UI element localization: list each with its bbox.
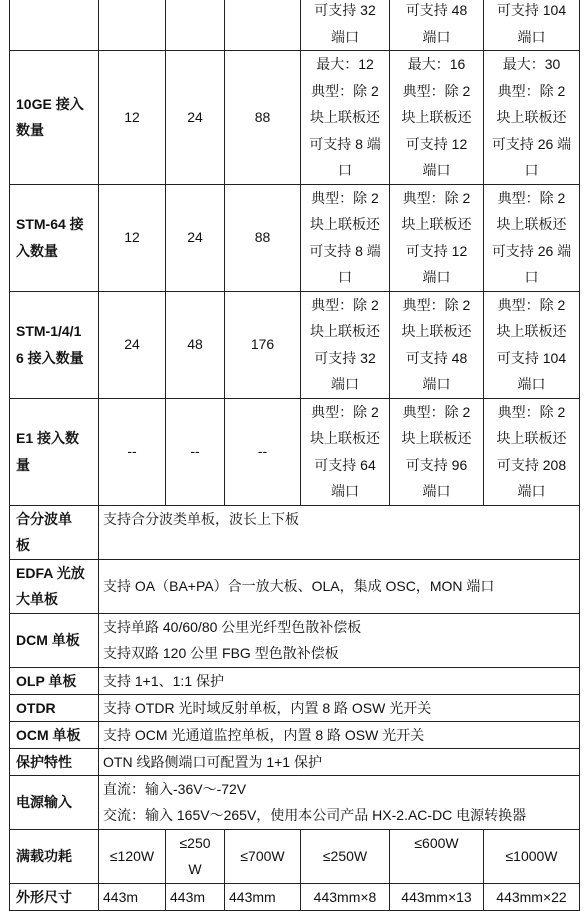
text-line: ≤250W (322, 847, 368, 864)
table-row (10, 748, 580, 775)
table-cell (99, 613, 580, 667)
text-line: 443mm×22 (496, 888, 567, 905)
text-line: 大单板 (16, 591, 58, 607)
table-cell: 48 (166, 291, 225, 398)
text-line: 可支持 48 (405, 349, 468, 366)
row-label (10, 291, 99, 398)
text-line: 10GE 接入 (16, 95, 84, 112)
table-row (10, 51, 580, 185)
table-cell (484, 883, 580, 911)
text-line: ≤700W (240, 847, 285, 864)
table-cell: -- (166, 398, 225, 505)
text-line: 可支持 32 (314, 349, 376, 366)
table-row (10, 694, 580, 721)
row-label (10, 613, 99, 667)
text-line (394, 856, 479, 883)
table-row (10, 184, 580, 291)
text-line: 块上联板还 (310, 430, 380, 446)
text-line: OLP 单板 (16, 672, 77, 689)
text-line: ≤120W (109, 847, 155, 864)
text-line: 块上联板还 (496, 430, 567, 446)
text-line: 443mm×13 (401, 888, 472, 905)
table-row (10, 883, 580, 911)
text-line: 端口 (331, 376, 359, 392)
text-line: 443mm (229, 888, 276, 905)
table-cell (390, 184, 484, 291)
text-line: 6 接入数量 (16, 349, 84, 366)
text-line: 块上联板还 (401, 216, 472, 232)
table-cell (99, 694, 580, 721)
text-line: 支持单路 40/60/80 公里光纤型色散补偿板 (103, 618, 362, 635)
table-cell (166, 829, 225, 883)
text-line: 可支持 26 端 (491, 242, 572, 259)
text-line: STM-64 接 (16, 216, 84, 232)
table-cell (301, 0, 390, 51)
table-cell (99, 748, 580, 775)
text-line: 可支持 12 (405, 135, 468, 152)
table-cell (99, 559, 580, 613)
row-label (10, 398, 99, 505)
text-line: 外形尺寸 (16, 888, 72, 905)
text-line: 支持合分波类单板，波长上下板 (103, 510, 299, 527)
text-line: 支持 OTDR 光时域反射单板，内置 8 路 OSW 光开关 (103, 699, 432, 716)
table-cell (99, 721, 580, 748)
text-line: ≤1000W (505, 847, 558, 864)
row-label (10, 559, 99, 613)
table-cell (99, 829, 166, 883)
text-line: OTN 线路侧端口可配置为 1+1 保护 (103, 753, 322, 770)
row-label (10, 694, 99, 721)
table-cell (484, 51, 580, 185)
text-line: 可支持 104 (496, 2, 567, 18)
text-line: DCM 单板 (16, 631, 80, 648)
table-row (10, 291, 580, 398)
text-line: 443m (103, 888, 139, 905)
table-cell (99, 505, 580, 559)
spec-table (9, 0, 580, 911)
table-row (10, 505, 580, 559)
text-line: 直流：输入-36V～-72V (103, 780, 247, 797)
table-cell (99, 667, 580, 694)
row-label (10, 667, 99, 694)
text-line: 典型：除 2 (402, 189, 471, 206)
table-cell: 24 (166, 184, 225, 291)
text-line: 典型：除 2 (497, 189, 566, 206)
table-cell (390, 883, 484, 911)
text-line: 块上联板还 (496, 323, 567, 339)
text-line: 可支持 64 (314, 456, 376, 473)
table-cell (484, 184, 580, 291)
text-line: 块上联板还 (310, 216, 380, 232)
row-label (10, 184, 99, 291)
text-line: 可支持 96 (405, 456, 468, 473)
text-line: 可支持 26 端 (491, 135, 572, 152)
text-line: 可支持 8 端 (309, 135, 381, 152)
table-cell: 88 (225, 184, 301, 291)
text-line: 板 (16, 537, 30, 553)
text-line: 典型：除 2 (402, 296, 471, 313)
text-line: 443mm×8 (313, 888, 377, 905)
text-line: 块上联板还 (310, 323, 380, 339)
text-line: 最大：12 (316, 56, 374, 72)
text-line: 端口 (517, 28, 546, 45)
table-cell (390, 829, 484, 883)
text-line: 合分波单 (16, 510, 72, 527)
table-row (10, 775, 580, 829)
table-cell (390, 0, 484, 51)
text-line: W (188, 861, 202, 877)
table-cell (99, 775, 580, 829)
text-line: 典型：除 2 (497, 403, 566, 420)
text-line: 保护特性 (16, 753, 72, 770)
text-line: 块上联板还 (401, 430, 472, 446)
text-line: 口 (338, 269, 352, 285)
text-line: 口 (524, 162, 539, 178)
text-line: 典型：除 2 (497, 82, 566, 99)
table-cell (484, 0, 580, 51)
text-line: 支持 1+1、1:1 保护 (103, 672, 224, 689)
text-line: 可支持 32 (314, 2, 376, 18)
table-cell (484, 291, 580, 398)
text-line: 块上联板还 (310, 109, 380, 125)
text-line: 可支持 8 端 (309, 242, 381, 259)
text-line: 支持双路 120 公里 FBG 型色散补偿板 (103, 645, 339, 661)
table-row (10, 667, 580, 694)
table-cell (301, 883, 390, 911)
table-cell (301, 829, 390, 883)
text-line: 口 (338, 162, 352, 178)
row-label (10, 505, 99, 559)
text-line: 满载功耗 (16, 847, 72, 864)
text-line: 端口 (422, 28, 451, 45)
table-cell: 24 (166, 51, 225, 185)
text-line: 典型：除 2 (311, 82, 379, 99)
text-line: 443m (170, 888, 206, 905)
text-line: 可支持 12 (405, 242, 468, 259)
text-line: ≤250 (179, 834, 211, 851)
text-line: 可支持 208 (496, 456, 567, 473)
table-cell (390, 398, 484, 505)
text-line: 可支持 48 (405, 2, 468, 18)
text-line: 最大：16 (407, 56, 466, 72)
text-line: 可支持 104 (496, 349, 567, 366)
table-cell (225, 883, 301, 911)
table-cell (390, 51, 484, 185)
text-line: 入数量 (16, 242, 58, 259)
text-line: 量 (16, 456, 30, 473)
table-cell (484, 829, 580, 883)
text-line: 典型：除 2 (311, 189, 379, 206)
table-row (10, 559, 580, 613)
text-line: 支持 OCM 光通道监控单板，内置 8 路 OSW 光开关 (103, 726, 425, 743)
table-row (10, 613, 580, 667)
text-line: 端口 (422, 269, 451, 285)
table-row (10, 829, 580, 883)
text-line: STM-1/4/1 (16, 323, 82, 339)
text-line: 端口 (422, 162, 451, 178)
text-line: 端口 (517, 376, 546, 392)
table-row (10, 0, 580, 51)
text-line: 端口 (422, 483, 451, 499)
table-cell (301, 184, 390, 291)
text-line: 端口 (331, 28, 359, 45)
text-line: 典型：除 2 (497, 296, 566, 313)
table-cell (225, 829, 301, 883)
text-line: 口 (524, 269, 539, 285)
table-row (10, 398, 580, 505)
table-cell (301, 51, 390, 185)
table-cell: 176 (225, 291, 301, 398)
table-row (10, 721, 580, 748)
text-line: OCM 单板 (16, 726, 81, 743)
row-label (10, 829, 99, 883)
text-line: 数量 (16, 122, 44, 139)
row-label (10, 883, 99, 911)
text-line: 交流：输入 165V～265V，使用本公司产品 HX-2.AC-DC 电源转换器 (103, 807, 527, 823)
text-line: 端口 (331, 483, 359, 499)
row-label (10, 51, 99, 185)
text-line: 典型：除 2 (311, 296, 379, 313)
text-line: E1 接入数 (16, 430, 80, 446)
text-line: EDFA 光放 (16, 564, 85, 581)
text-line: 块上联板还 (401, 109, 472, 125)
table-cell: 12 (99, 51, 166, 185)
text-line: 最大：30 (502, 56, 561, 72)
table-cell (166, 883, 225, 911)
table-cell: -- (225, 398, 301, 505)
text-line: 电源输入 (16, 793, 72, 810)
text-line: 块上联板还 (496, 109, 567, 125)
text-line: ≤600W (414, 834, 459, 851)
text-line: 支持 OA（BA+PA）合一放大板、OLA，集成 OSC，MON 端口 (103, 577, 495, 594)
table-cell (301, 291, 390, 398)
table-cell: 12 (99, 184, 166, 291)
row-label (10, 721, 99, 748)
text-line: 典型：除 2 (311, 403, 379, 420)
table-cell (390, 291, 484, 398)
text-line: OTDR (16, 699, 56, 716)
row-label (10, 775, 99, 829)
table-cell: 88 (225, 51, 301, 185)
text-line: 典型：除 2 (402, 82, 471, 99)
text-line: 端口 (422, 376, 451, 392)
text-line: 块上联板还 (496, 216, 567, 232)
table-cell (301, 398, 390, 505)
row-label (10, 748, 99, 775)
table-cell: 24 (99, 291, 166, 398)
table-cell: -- (99, 398, 166, 505)
text-line: 端口 (517, 483, 546, 499)
text-line: 典型：除 2 (402, 403, 471, 420)
table-cell (484, 398, 580, 505)
text-line: 块上联板还 (401, 323, 472, 339)
table-cell (99, 883, 166, 911)
